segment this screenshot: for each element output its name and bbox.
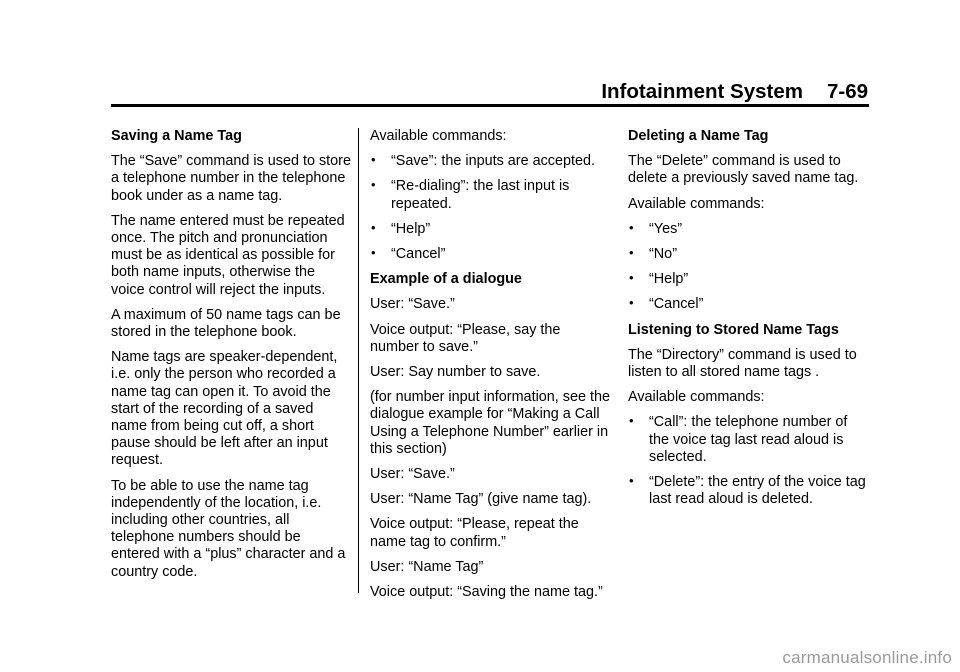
list-item xyxy=(628,474,868,508)
column-2 xyxy=(370,128,610,609)
list-item xyxy=(628,296,868,313)
list-item xyxy=(370,178,610,212)
list-item xyxy=(370,246,610,263)
dialogue-line: User: “Name Tag” xyxy=(370,558,484,575)
list-item-text: “Delete”: the entry of the voice tag last read aloud is deleted. xyxy=(649,474,866,508)
header-rule xyxy=(111,104,869,107)
paragraph: Name tags are speaker-dependent, i.e. only the person who recorded a name tag can open it. To avoid the start of the recording of a saved name from being cut off, a short pause should be left after an input request. xyxy=(111,349,338,469)
list-item-text: “Cancel” xyxy=(649,296,704,313)
available-commands-label: Available commands: xyxy=(628,195,765,212)
bullet-icon: • xyxy=(371,245,376,261)
dialogue-line: User: “Save.” xyxy=(370,466,455,483)
paragraph: The “Delete” command is used to delete a previously saved name tag. xyxy=(628,153,859,187)
list-item-text: “Save”: the inputs are accepted. xyxy=(391,153,595,170)
bullet-icon: • xyxy=(629,295,634,311)
available-commands-label: Available commands: xyxy=(370,128,507,144)
dialogue-line: Voice output: “Please, say the number to save.” xyxy=(370,321,561,355)
heading-saving-name-tag: Saving a Name Tag xyxy=(111,128,242,144)
bullet-icon: • xyxy=(629,473,634,489)
dialogue-line: (for number input information, see the dialogue example for “Making a Call Using a Telephone Number” earlier in this section) xyxy=(370,389,610,457)
paragraph: A maximum of 50 name tags can be stored in the telephone book. xyxy=(111,306,341,341)
heading-deleting-name-tag: Deleting a Name Tag xyxy=(628,128,769,144)
column-1 xyxy=(111,128,351,589)
list-item-text: “Yes” xyxy=(649,220,683,237)
list-item-text: “Re-dialing”: the last input is repeated. xyxy=(391,178,570,212)
list-item-text: “Call”: the telephone number of the voice tag last read aloud is selected. xyxy=(649,414,848,465)
bullet-icon: • xyxy=(629,270,634,286)
available-commands-label: Available commands: xyxy=(628,389,765,406)
column-divider xyxy=(358,128,359,593)
list-item-text: “Help” xyxy=(391,220,431,237)
dialogue-line: User: “Save.” xyxy=(370,296,455,313)
paragraph: The “Directory” command is used to listen to all stored name tags . xyxy=(628,346,857,381)
command-list xyxy=(628,221,868,314)
dialogue-line: Voice output: “Saving the name tag.” xyxy=(370,584,603,601)
command-list xyxy=(370,153,610,263)
bullet-icon: • xyxy=(371,152,376,168)
bullet-icon: • xyxy=(371,177,376,193)
paragraph: The “Save” command is used to store a telephone number in the telephone book under as a name tag. xyxy=(111,153,351,204)
list-item xyxy=(628,414,868,466)
command-list xyxy=(628,414,868,508)
list-item-text: “Help” xyxy=(649,271,689,288)
dialogue-line: User: “Name Tag” (give name tag). xyxy=(370,491,592,508)
list-item xyxy=(628,221,868,238)
bullet-icon: • xyxy=(629,245,634,261)
heading-listening-stored-tags: Listening to Stored Name Tags xyxy=(628,321,839,338)
bullet-icon: • xyxy=(371,219,376,235)
watermark: carmanualsonline.info xyxy=(782,648,952,667)
bullet-icon: • xyxy=(629,413,634,429)
heading-example-dialogue: Example of a dialogue xyxy=(370,271,522,288)
column-3 xyxy=(628,128,868,516)
page-header xyxy=(0,80,868,104)
list-item xyxy=(628,246,868,263)
bullet-icon: • xyxy=(629,219,634,235)
section-title: Infotainment System xyxy=(601,80,803,103)
list-item xyxy=(370,153,610,170)
paragraph: The name entered must be repeated once. The pitch and pronunciation must be as identical as possible for both name inputs, otherwise the voice control will reject the inputs. xyxy=(111,212,345,298)
dialogue-line: Voice output: “Please, repeat the name tag to confirm.” xyxy=(370,516,579,550)
list-item-text: “No” xyxy=(649,246,677,263)
page-number: 7-69 xyxy=(826,80,868,103)
list-item xyxy=(370,221,610,238)
paragraph: To be able to use the name tag independently of the location, i.e. including other countries, all telephone numbers should be entered with a “plus” character and a country code. xyxy=(111,477,346,580)
list-item xyxy=(628,271,868,288)
dialogue-line: User: Say number to save. xyxy=(370,364,541,381)
list-item-text: “Cancel” xyxy=(391,246,446,263)
